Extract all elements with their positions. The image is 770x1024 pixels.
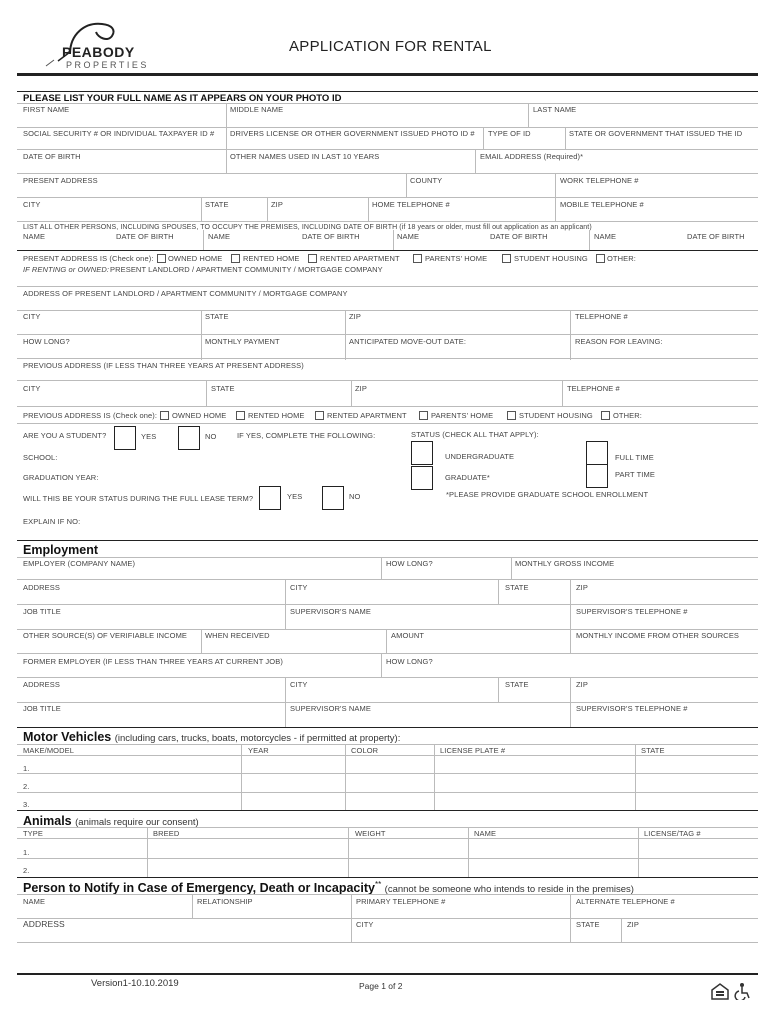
graduate-box[interactable]	[411, 466, 433, 490]
divider	[475, 149, 476, 173]
divider	[17, 358, 758, 359]
emergency-address-label: ADDRESS	[23, 919, 65, 929]
prev-state-label: STATE	[211, 384, 235, 393]
former-city-label: CITY	[290, 680, 308, 689]
former-state-label: STATE	[505, 680, 529, 689]
occupant-dob-label: DATE OF BIRTH	[302, 232, 360, 241]
divider	[393, 230, 394, 250]
divider	[201, 629, 202, 653]
make-model-header: MAKE/MODEL	[23, 746, 75, 755]
prev-parents-home-checkbox[interactable]	[419, 411, 428, 420]
version-text: Version1-10.10.2019	[91, 978, 179, 989]
divider	[570, 310, 571, 360]
divider	[565, 127, 566, 149]
occupant-dob-label: DATE OF BIRTH	[687, 232, 745, 241]
divider	[528, 103, 529, 127]
rented-home-checkbox[interactable]	[231, 254, 240, 263]
previous-address-label: PREVIOUS ADDRESS (IF LESS THAN THREE YEARS AT PRESENT ADDRESS)	[23, 361, 304, 370]
divider	[17, 540, 758, 541]
prev-owned-home-label: OWNED HOME	[172, 411, 227, 420]
work-tel-label: WORK TELEPHONE #	[560, 176, 639, 185]
divider	[201, 197, 202, 221]
divider	[203, 230, 204, 250]
home-tel-label: HOME TELEPHONE #	[372, 200, 450, 209]
weight-header: WEIGHT	[355, 829, 386, 838]
divider	[17, 810, 758, 811]
school-label: SCHOOL:	[23, 453, 58, 462]
divider	[17, 942, 758, 943]
logo	[40, 16, 150, 74]
occupant-dob-label: DATE OF BIRTH	[490, 232, 548, 241]
divider	[17, 877, 758, 878]
emergency-title: Person to Notify in Case of Emergency, Death or Incapacity	[23, 881, 375, 896]
owned-home-checkbox[interactable]	[157, 254, 166, 263]
divider	[348, 827, 349, 877]
prev-student-housing-checkbox[interactable]	[507, 411, 516, 420]
occupant-dob-label: DATE OF BIRTH	[116, 232, 174, 241]
divider	[17, 744, 758, 745]
emp-state-label: STATE	[505, 583, 529, 592]
divider	[241, 744, 242, 810]
divider	[17, 173, 758, 174]
logo-sub: PROPERTIES	[66, 60, 149, 70]
county-label: COUNTY	[410, 176, 443, 185]
emergency-name-label: NAME	[23, 897, 46, 906]
vehicles-heading	[23, 730, 400, 744]
divider	[267, 197, 268, 221]
lease-term-yes-box[interactable]	[259, 486, 281, 510]
divider	[17, 380, 758, 381]
rented-apartment-checkbox[interactable]	[308, 254, 317, 263]
divider	[17, 702, 758, 703]
move-out-label: ANTICIPATED MOVE-OUT DATE:	[349, 337, 467, 346]
divider	[17, 653, 758, 654]
divider	[17, 792, 758, 793]
emergency-state-label: STATE	[576, 920, 600, 929]
city-label: CITY	[23, 200, 41, 209]
present-is-label: PRESENT ADDRESS IS (Check one):	[23, 254, 154, 263]
divider	[621, 918, 622, 942]
name-header: PLEASE LIST YOUR FULL NAME AS IT APPEARS ON YOUR PHOTO ID	[23, 93, 342, 104]
divider	[638, 827, 639, 877]
occupant-name-label: NAME	[594, 232, 617, 241]
status-label: STATUS (CHECK ALL THAT APPLY):	[411, 430, 539, 439]
divider	[17, 334, 758, 335]
emp-how-long-label: HOW LONG?	[386, 559, 433, 568]
other-income-label: OTHER SOURCE(S) OF VERIFIABLE INCOME	[23, 631, 188, 640]
other-label: OTHER:	[607, 254, 636, 263]
emergency-subtitle: (cannot be someone who intends to reside in the premises)	[384, 884, 634, 896]
emergency-city-label: CITY	[356, 920, 374, 929]
undergraduate-label: UNDERGRADUATE	[445, 452, 515, 461]
how-long-label: HOW LONG?	[23, 337, 70, 346]
former-how-long-label: HOW LONG?	[386, 657, 433, 666]
former-address-label: ADDRESS	[23, 680, 60, 689]
grad-enrollment-note: *PLEASE PROVIDE GRADUATE SCHOOL ENROLLMENT	[446, 490, 649, 499]
other-names-label: OTHER NAMES USED IN LAST 10 YEARS	[230, 152, 380, 161]
emp-city-label: CITY	[290, 583, 308, 592]
vehicle-row-number: 1.	[23, 764, 30, 773]
lease-term-no-label: NO	[349, 492, 361, 501]
if-renting-label: IF RENTING or OWNED:	[23, 265, 110, 274]
prev-city-label: CITY	[23, 384, 41, 393]
divider	[226, 103, 227, 127]
color-header: COLOR	[351, 746, 379, 755]
student-yes-label: YES	[141, 432, 157, 441]
divider	[381, 557, 382, 579]
divider	[17, 127, 758, 128]
page-number: Page 1 of 2	[359, 981, 403, 991]
year-header: YEAR	[248, 746, 269, 755]
prev-owned-home-checkbox[interactable]	[160, 411, 169, 420]
zip-label: ZIP	[271, 200, 283, 209]
student-housing-label: STUDENT HOUSING	[514, 254, 588, 263]
divider	[345, 310, 346, 360]
emp-zip-label: ZIP	[576, 583, 588, 592]
monthly-payment-label: MONTHLY PAYMENT	[205, 337, 280, 346]
license-tag-header: LICENSE/TAG #	[644, 829, 701, 838]
landlord-state-label: STATE	[205, 312, 229, 321]
license-label: DRIVERS LICENSE OR OTHER GOVERNMENT ISSUED PHOTO ID #	[230, 129, 475, 138]
divider	[17, 727, 758, 728]
divider	[17, 677, 758, 678]
full-time-label: FULL TIME	[615, 453, 654, 462]
animal-row-number: 2.	[23, 866, 30, 875]
divider	[368, 197, 369, 221]
divider	[17, 406, 758, 407]
mobile-tel-label: MOBILE TELEPHONE #	[560, 200, 644, 209]
divider	[17, 557, 758, 558]
divider	[17, 827, 758, 828]
divider	[17, 918, 758, 919]
divider	[17, 755, 758, 756]
divider	[147, 827, 148, 877]
animal-type-header: TYPE	[23, 829, 43, 838]
divider	[570, 629, 571, 653]
primary-tel-label: PRIMARY TELEPHONE #	[356, 897, 446, 906]
prev-rented-home-label: RENTED HOME	[248, 411, 305, 420]
divider	[17, 629, 758, 630]
former-employer-label: FORMER EMPLOYER (IF LESS THAN THREE YEARS AT CURRENT JOB)	[23, 657, 283, 666]
divider	[17, 197, 758, 198]
breed-header: BREED	[153, 829, 180, 838]
divider	[206, 380, 207, 406]
vehicles-subtitle: (including cars, trucks, boats, motorcycles - if permitted at property):	[114, 733, 401, 744]
rented-home-label: RENTED HOME	[243, 254, 300, 263]
former-zip-label: ZIP	[576, 680, 588, 689]
divider	[511, 557, 512, 579]
landlord-tel-label: TELEPHONE #	[575, 312, 628, 321]
vehicle-row-number: 3.	[23, 800, 30, 809]
divider	[17, 604, 758, 605]
prev-rented-apartment-label: RENTED APARTMENT	[327, 411, 407, 420]
divider	[226, 127, 227, 149]
student-housing-checkbox[interactable]	[502, 254, 511, 263]
present-landlord-label: PRESENT LANDLORD / APARTMENT COMMUNITY / MORTGAGE COMPANY	[110, 265, 383, 274]
divider	[192, 894, 193, 918]
monthly-other-income-label: MONTHLY INCOME FROM OTHER SOURCES	[576, 631, 740, 640]
divider	[17, 838, 758, 839]
divider	[17, 423, 758, 424]
dob-label: DATE OF BIRTH	[23, 152, 81, 161]
header-rule	[17, 73, 758, 76]
former-job-title-label: JOB TITLE	[23, 704, 61, 713]
part-time-box[interactable]	[586, 464, 608, 488]
employer-label: EMPLOYER (COMPANY NAME)	[23, 559, 136, 568]
job-title-label: JOB TITLE	[23, 607, 61, 616]
divider	[17, 250, 758, 251]
vehicles-title: Motor Vehicles	[23, 730, 112, 744]
prev-rented-apartment-checkbox[interactable]	[315, 411, 324, 420]
vehicle-state-header: STATE	[641, 746, 665, 755]
prev-tel-label: TELEPHONE #	[567, 384, 620, 393]
ssn-label: SOCIAL SECURITY # OR INDIVIDUAL TAXPAYER ID #	[23, 129, 215, 138]
rented-apartment-label: RENTED APARTMENT	[320, 254, 400, 263]
last-name-label: LAST NAME	[533, 105, 577, 114]
occupant-name-label: NAME	[208, 232, 231, 241]
divider	[17, 310, 758, 311]
occupant-name-label: NAME	[397, 232, 420, 241]
landlord-city-label: CITY	[23, 312, 41, 321]
divider	[17, 221, 758, 222]
undergraduate-box[interactable]	[411, 441, 433, 465]
other-checkbox[interactable]	[596, 254, 605, 263]
relationship-label: RELATIONSHIP	[197, 897, 253, 906]
prev-other-checkbox[interactable]	[601, 411, 610, 420]
divider	[345, 744, 346, 810]
student-no-box[interactable]	[178, 426, 200, 450]
state-label: STATE	[205, 200, 229, 209]
amount-label: AMOUNT	[391, 631, 425, 640]
id-type-label: TYPE OF ID	[488, 129, 531, 138]
prev-zip-label: ZIP	[355, 384, 367, 393]
emergency-heading	[23, 880, 634, 895]
divider	[17, 103, 758, 104]
animals-heading	[23, 814, 199, 828]
animal-name-header: NAME	[474, 829, 497, 838]
graduate-label: GRADUATE*	[445, 473, 490, 482]
emergency-stars: **	[374, 880, 382, 889]
animals-subtitle: (animals require our consent)	[75, 817, 199, 828]
lease-term-no-box[interactable]	[322, 486, 344, 510]
divider	[406, 173, 407, 197]
prev-student-housing-label: STUDENT HOUSING	[519, 411, 593, 420]
gross-income-label: MONTHLY GROSS INCOME	[515, 559, 615, 568]
divider	[17, 894, 758, 895]
student-question-label: ARE YOU A STUDENT?	[23, 431, 107, 440]
occupant-name-label: NAME	[23, 232, 46, 241]
divider	[17, 579, 758, 580]
reason-leaving-label: REASON FOR LEAVING:	[575, 337, 663, 346]
prev-rented-home-checkbox[interactable]	[236, 411, 245, 420]
divider	[562, 380, 563, 406]
animals-title: Animals	[23, 814, 72, 828]
prev-other-label: OTHER:	[613, 411, 642, 420]
divider	[17, 149, 758, 150]
divider	[17, 773, 758, 774]
id-state-label: STATE OR GOVERNMENT THAT ISSUED THE ID	[569, 129, 743, 138]
divider	[434, 744, 435, 810]
divider	[468, 827, 469, 877]
prev-parents-home-label: PARENTS' HOME	[431, 411, 494, 420]
student-no-label: NO	[205, 432, 217, 441]
divider	[498, 677, 499, 702]
divider	[635, 744, 636, 810]
logo-name: PEABODY	[62, 44, 135, 60]
parents-home-label: PARENTS' HOME	[425, 254, 488, 263]
divider	[17, 286, 758, 287]
divider	[589, 230, 590, 250]
part-time-label: PART TIME	[615, 470, 655, 479]
divider	[498, 579, 499, 604]
present-address-label: PRESENT ADDRESS	[23, 176, 98, 185]
license-plate-header: LICENSE PLATE #	[440, 746, 506, 755]
supervisor-tel-label: SUPERVISOR'S TELEPHONE #	[576, 607, 688, 616]
email-label: EMAIL ADDRESS (Required)*	[480, 152, 584, 161]
divider	[226, 149, 227, 173]
divider	[17, 91, 758, 92]
former-supervisor-name-label: SUPERVISOR'S NAME	[290, 704, 371, 713]
emp-address-label: ADDRESS	[23, 583, 60, 592]
list-persons-label: LIST ALL OTHER PERSONS, INCLUDING SPOUSES, TO OCCUPY THE PREMISES, INCLUDING DATE OF BIRTH (if 18 years or older, must fill out application as an applicant)	[23, 224, 592, 231]
when-received-label: WHEN RECEIVED	[205, 631, 270, 640]
graduation-year-label: GRADUATION YEAR:	[23, 473, 99, 482]
vehicle-row-number: 2.	[23, 782, 30, 791]
former-supervisor-tel-label: SUPERVISOR'S TELEPHONE #	[576, 704, 688, 713]
divider	[381, 653, 382, 677]
parents-home-checkbox[interactable]	[413, 254, 422, 263]
equal-housing-icon	[710, 982, 730, 1000]
supervisor-name-label: SUPERVISOR'S NAME	[290, 607, 371, 616]
footer-rule	[17, 973, 758, 975]
student-yes-box[interactable]	[114, 426, 136, 450]
divider	[386, 629, 387, 653]
employment-heading: Employment	[23, 543, 99, 557]
previous-is-label: PREVIOUS ADDRESS IS (Check one):	[23, 411, 158, 420]
divider	[201, 310, 202, 360]
first-name-label: FIRST NAME	[23, 105, 70, 114]
if-yes-label: IF YES, COMPLETE THE FOLLOWING:	[237, 431, 376, 440]
divider	[483, 127, 484, 149]
accessibility-icon	[733, 982, 751, 1000]
explain-label: EXPLAIN IF NO:	[23, 517, 81, 526]
divider	[351, 380, 352, 406]
landlord-zip-label: ZIP	[349, 312, 361, 321]
lease-term-yes-label: YES	[287, 492, 303, 501]
lease-term-status-label: WILL THIS BE YOUR STATUS DURING THE FULL LEASE TERM?	[23, 494, 254, 503]
emergency-zip-label: ZIP	[627, 920, 639, 929]
full-time-box[interactable]	[586, 441, 608, 465]
owned-home-label: OWNED HOME	[168, 254, 223, 263]
landlord-address-label: ADDRESS OF PRESENT LANDLORD / APARTMENT COMMUNITY / MORTGAGE COMPANY	[23, 289, 348, 298]
animal-row-number: 1.	[23, 848, 30, 857]
alternate-tel-label: ALTERNATE TELEPHONE #	[576, 897, 675, 906]
divider	[17, 858, 758, 859]
page-title: APPLICATION FOR RENTAL	[289, 38, 492, 55]
middle-name-label: MIDDLE NAME	[230, 105, 284, 114]
